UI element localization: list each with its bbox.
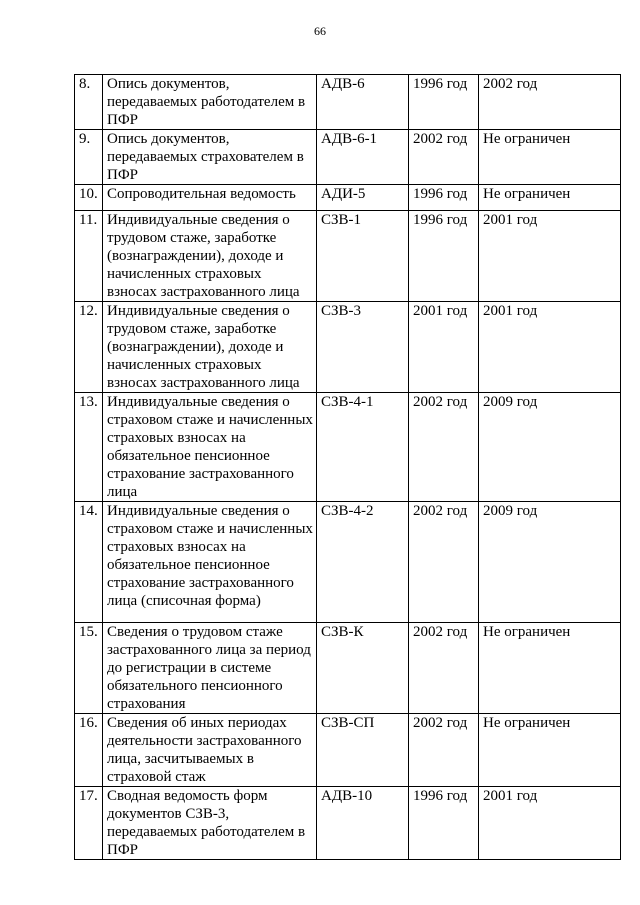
form-code: АДИ-5 <box>317 185 409 211</box>
row-number: 11. <box>75 211 103 302</box>
document-name: Сводная ведомость форм документов СЗВ-3, передаваемых работодателем в ПФР <box>103 787 317 860</box>
document-name: Индивидуальные сведения о трудовом стаже, заработке (вознаграждении), доходе и начисленных страховых взносах застрахованного лица <box>103 302 317 393</box>
table-row <box>75 623 621 714</box>
period-end: 2009 год <box>479 393 621 502</box>
period-end: Не ограничен <box>479 185 621 211</box>
row-number: 15. <box>75 623 103 714</box>
period-start: 2002 год <box>409 130 479 185</box>
row-number: 10. <box>75 185 103 211</box>
period-start: 2002 год <box>409 623 479 714</box>
period-end: Не ограничен <box>479 623 621 714</box>
document-name: Сопроводительная ведомость <box>103 185 317 211</box>
form-code: СЗВ-К <box>317 623 409 714</box>
period-start: 1996 год <box>409 75 479 130</box>
document-table <box>74 74 621 860</box>
period-start: 1996 год <box>409 185 479 211</box>
form-code: СЗВ-1 <box>317 211 409 302</box>
document-name: Сведения о трудовом стаже застрахованного лица за период до регистрации в системе обязательного пенсионного страхования <box>103 623 317 714</box>
table-row <box>75 787 621 860</box>
table-row <box>75 75 621 130</box>
table-row <box>75 302 621 393</box>
table-row <box>75 211 621 302</box>
document-name: Индивидуальные сведения о страховом стаже и начисленных страховых взносах на обязательное пенсионное страхование застрахованного лица (списочная форма) <box>103 502 317 623</box>
row-number: 16. <box>75 714 103 787</box>
period-end: 2001 год <box>479 211 621 302</box>
row-number: 14. <box>75 502 103 623</box>
period-end: Не ограничен <box>479 714 621 787</box>
document-name: Индивидуальные сведения о страховом стаже и начисленных страховых взносах на обязательное пенсионное страхование застрахованного лица <box>103 393 317 502</box>
document-name: Сведения об иных периодах деятельности застрахованного лица, засчитываемых в страховой стаж <box>103 714 317 787</box>
row-number: 12. <box>75 302 103 393</box>
form-code: СЗВ-СП <box>317 714 409 787</box>
table-row <box>75 393 621 502</box>
row-number: 13. <box>75 393 103 502</box>
period-start: 2002 год <box>409 714 479 787</box>
period-end: 2002 год <box>479 75 621 130</box>
document-name: Индивидуальные сведения о трудовом стаже, заработке (вознаграждении), доходе и начисленных страховых взносах застрахованного лица <box>103 211 317 302</box>
period-start: 1996 год <box>409 787 479 860</box>
page-number: 66 <box>314 24 326 38</box>
period-end: 2001 год <box>479 787 621 860</box>
period-start: 2002 год <box>409 502 479 623</box>
table-row <box>75 502 621 623</box>
form-code: АДВ-10 <box>317 787 409 860</box>
row-number: 9. <box>75 130 103 185</box>
period-start: 2001 год <box>409 302 479 393</box>
table-row <box>75 714 621 787</box>
table-row <box>75 185 621 211</box>
document-name: Опись документов, передаваемых работодателем в ПФР <box>103 75 317 130</box>
row-number: 8. <box>75 75 103 130</box>
table-row <box>75 130 621 185</box>
period-end: Не ограничен <box>479 130 621 185</box>
form-code: СЗВ-3 <box>317 302 409 393</box>
period-start: 2002 год <box>409 393 479 502</box>
row-number: 17. <box>75 787 103 860</box>
form-code: АДВ-6-1 <box>317 130 409 185</box>
document-name: Опись документов, передаваемых страхователем в ПФР <box>103 130 317 185</box>
period-end: 2009 год <box>479 502 621 623</box>
form-code: СЗВ-4-1 <box>317 393 409 502</box>
period-start: 1996 год <box>409 211 479 302</box>
form-code: АДВ-6 <box>317 75 409 130</box>
period-end: 2001 год <box>479 302 621 393</box>
form-code: СЗВ-4-2 <box>317 502 409 623</box>
